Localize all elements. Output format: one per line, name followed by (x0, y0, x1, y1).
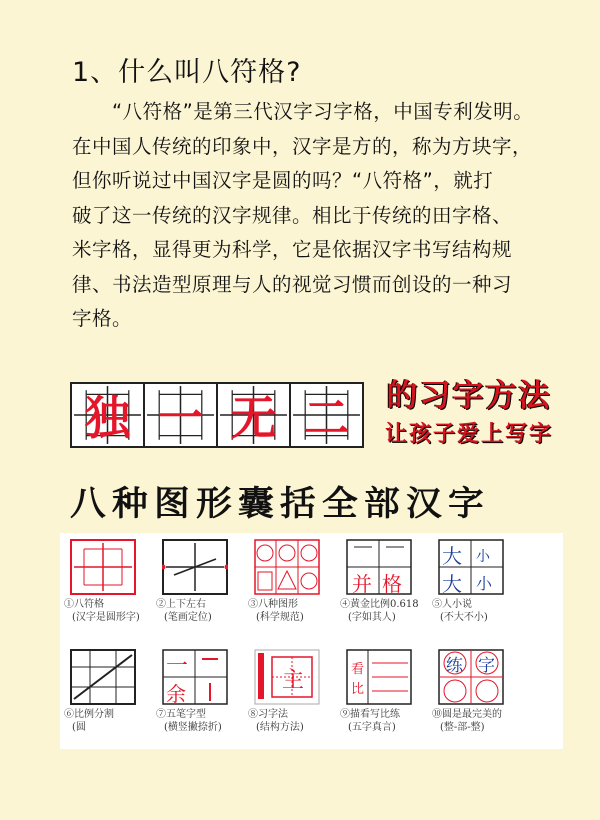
practice-grid-icon (254, 649, 320, 705)
card-circle-perfect (432, 649, 528, 734)
size-grid-icon (438, 539, 504, 595)
card-proportion-split (64, 649, 160, 734)
card-size-rule (432, 539, 528, 624)
svg-text:格: 格 (382, 572, 402, 595)
circle-grid-icon (438, 649, 504, 705)
grid-types-panel (60, 533, 563, 749)
svg-text:看: 看 (351, 662, 365, 677)
card-caption: ②上下左右 (笔画定位) (156, 599, 212, 623)
grid-char: 一 (157, 391, 204, 445)
svg-text:字: 字 (478, 656, 495, 676)
proportion-grid-icon (70, 649, 136, 705)
grid-cell (145, 384, 218, 446)
card-eight-symbol-grid (64, 539, 160, 624)
svg-text:并: 并 (352, 572, 372, 595)
five-stroke-grid-icon (162, 649, 228, 705)
card-caption: ④黄金比例0.618 (字如其人) (340, 599, 419, 623)
grid-cell (218, 384, 291, 446)
svg-text:大: 大 (442, 544, 462, 568)
method-subtitle: 让孩子爱上写字 (384, 421, 553, 447)
paragraph-line: 但你听说过中国汉字是圆的吗？“八符格”，就打 (72, 169, 494, 192)
paragraph-line: 米字格，显得更为科学，它是依据汉字书写结构规 (72, 238, 513, 261)
card-caption: ③八种图形 (科学规范) (248, 599, 304, 623)
card-caption: ①八符格 (汉字是圆形字) (64, 599, 140, 623)
card-caption: ⑦五笔字型 (横竖撇捺折) (156, 709, 222, 733)
svg-text:比: 比 (351, 682, 365, 697)
method-slogan (376, 374, 562, 454)
eight-symbol-grid-icon (70, 539, 136, 595)
method-title: 的习字方法 (386, 378, 552, 414)
svg-text:小: 小 (476, 549, 490, 565)
intro-paragraph (72, 95, 572, 337)
card-five-words (340, 649, 436, 734)
grid-char: 二 (303, 391, 350, 445)
card-caption: ⑨描看写比练 (五字真言) (340, 709, 400, 733)
card-caption: ⑧习字法 (结构方法) (248, 709, 304, 733)
grid-char: 独 (84, 391, 131, 445)
eight-shapes-title: 八种图形囊括全部汉字 (70, 484, 490, 524)
section-heading: 1、什么叫八符格? (72, 57, 302, 88)
eight-shapes-grid-icon (254, 539, 320, 595)
card-caption: ⑤人小说 (不大不小) (432, 599, 488, 623)
grid-cell (72, 384, 145, 446)
paragraph-line: “八符格”是第三代汉字习字格，中国专利发明。 (112, 100, 534, 123)
svg-text:大: 大 (442, 572, 462, 595)
grid-char: 无 (230, 391, 277, 445)
five-words-grid-icon (346, 649, 412, 705)
paragraph-line: 字格。 (72, 307, 133, 330)
card-caption: ⑥比例分割 (圆 (64, 709, 114, 733)
card-up-down-left-right (156, 539, 252, 624)
card-eight-shapes (248, 539, 344, 624)
card-golden-ratio (340, 539, 436, 624)
svg-text:余: 余 (166, 682, 186, 705)
svg-text:主: 主 (282, 668, 305, 693)
svg-text:练: 练 (446, 656, 463, 676)
svg-text:一: 一 (166, 654, 189, 679)
unique-grid-banner (70, 382, 364, 448)
paragraph-line: 在中国人传统的印象中，汉字是方的，称为方块字， (72, 134, 533, 158)
card-caption: ⑩圆是最完美的 (整-部-整) (432, 709, 502, 733)
card-five-strokes (156, 649, 252, 734)
svg-text:小: 小 (476, 574, 493, 593)
paragraph-line: 律、书法造型原理与人的视觉习惯而创设的一种习 (72, 272, 513, 296)
directional-grid-icon (162, 539, 228, 595)
golden-ratio-grid-icon (346, 539, 412, 595)
grid-cell (291, 384, 362, 446)
card-practice-method (248, 649, 344, 734)
paragraph-line: 破了这一传统的汉字规律。相比于传统的田字格、 (72, 203, 513, 227)
